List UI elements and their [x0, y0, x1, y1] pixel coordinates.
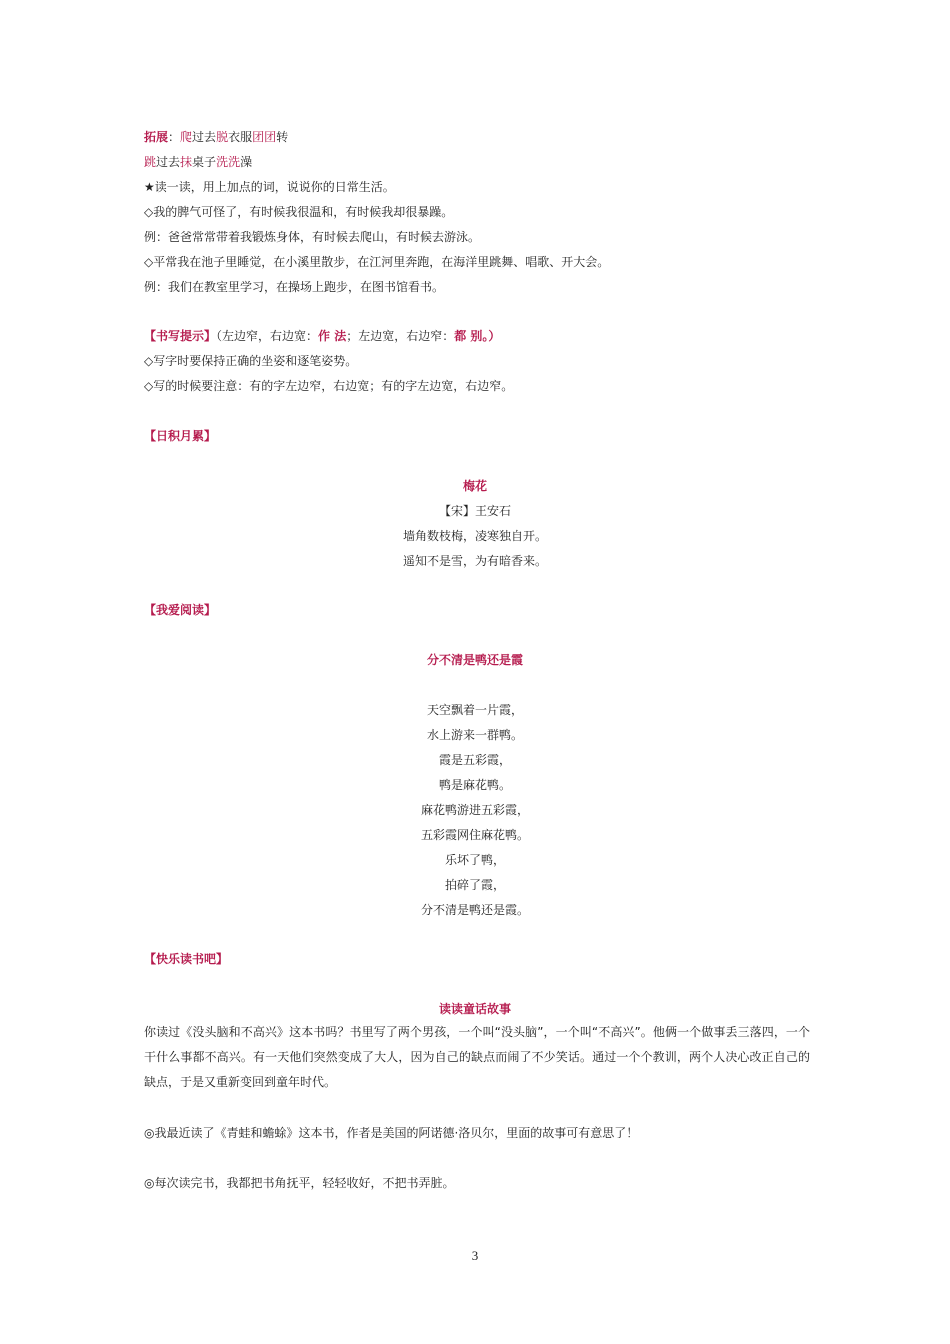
- poem-line: 遥知不是雪，为有暗香来。: [402, 554, 547, 568]
- writing-word-1: 作 法: [318, 329, 347, 343]
- writing-note-open: （左边窄，右边宽：: [216, 329, 319, 343]
- poem-author: 【宋】王安石: [438, 504, 511, 518]
- reading-line: ★读一读，用上加点的词，说说你的日常生活。: [144, 180, 395, 194]
- story-line: 分不清是鸭还是霞。: [420, 903, 529, 917]
- expand-word: 抹: [180, 155, 193, 169]
- story-line: 水上游来一群鸭。: [426, 728, 523, 742]
- daily-heading: 【日积月累】: [144, 429, 217, 443]
- writing-note-mid: ；左边宽，右边窄：: [346, 329, 455, 343]
- writing-tip-heading-line: [144, 328, 500, 344]
- story-line: 麻花鸭游进五彩霞，: [420, 803, 529, 817]
- story-line: 霞是五彩霞，: [438, 753, 511, 767]
- reading-line: 例：我们在教室里学习，在操场上跑步，在图书馆看书。: [144, 280, 445, 294]
- expand-line-2: [144, 154, 252, 170]
- writing-word-2: 都 别: [454, 329, 483, 343]
- page-number: 3: [471, 1248, 479, 1263]
- expand-word: 衣服: [228, 130, 253, 144]
- writing-tip: ◇写的时候要注意：有的字左边窄，右边宽；有的字左边宽，右边窄。: [144, 379, 514, 393]
- expand-word: 跳: [144, 155, 157, 169]
- expand-word: 转: [276, 130, 289, 144]
- expand-word: 脱: [216, 130, 229, 144]
- writing-tip: ◇写字时要保持正确的坐姿和逐笔姿势。: [144, 354, 358, 368]
- expand-word: 澡: [240, 155, 253, 169]
- story-line: 天空飘着一片霞，: [426, 703, 523, 717]
- expand-separator: ：: [168, 130, 181, 144]
- reading-line: ◇平常我在池子里睡觉，在小溪里散步，在江河里奔跑，在海洋里跳舞、唱歌、开大会。: [144, 255, 610, 269]
- happy-reading-paragraph: 你读过《没头脑和不高兴》这本书吗？书里写了两个男孩，一个叫“没头脑”，一个叫“不高兴”。他俩一个做事丢三落四，一个干什么事都不高兴。有一天他们突然变成了大人，因为自己的缺点而闹了不少笑话。通过一个个教训，两个人决心改正自己的缺点，于是又重新变回到童年时代。: [144, 1025, 810, 1089]
- love-reading-heading: 【我爱阅读】: [144, 603, 217, 617]
- happy-reading-heading: 【快乐读书吧】: [144, 952, 229, 966]
- story-title: 分不清是鸭还是霞: [426, 653, 523, 667]
- story-line: 拍碎了霞，: [444, 878, 505, 892]
- expand-word: 过去: [156, 155, 181, 169]
- happy-reading-note: ◎每次读完书，我都把书角抚平，轻轻收好，不把书弄脏。: [144, 1176, 455, 1190]
- writing-note-close: 。）: [482, 329, 501, 343]
- expand-label: 拓展: [144, 130, 169, 144]
- expand-word: 洗洗: [216, 155, 241, 169]
- reading-line: 例：爸爸常常带着我锻炼身体，有时候去爬山，有时候去游泳。: [144, 230, 481, 244]
- poem-line: 墙角数枝梅，凌寒独自开。: [402, 529, 547, 543]
- expand-word: 过去: [192, 130, 217, 144]
- happy-reading-note: ◎我最近读了《青蛙和蟾蜍》这本书，作者是美国的阿诺德·洛贝尔，里面的故事可有意思了！: [144, 1126, 639, 1140]
- expand-word: 爬: [180, 130, 193, 144]
- happy-reading-title: 读读童话故事: [438, 1002, 511, 1016]
- expand-word: 桌子: [192, 155, 217, 169]
- story-line: 鸭是麻花鸭。: [438, 778, 511, 792]
- expand-line-1-words: [180, 130, 288, 144]
- expand-word: 团团: [252, 130, 277, 144]
- writing-heading: 【书写提示】: [144, 329, 217, 343]
- expand-line-1: [144, 129, 288, 145]
- reading-line: ◇我的脾气可怪了，有时候我很温和，有时候我却很暴躁。: [144, 205, 454, 219]
- story-line: 五彩霞网住麻花鸭。: [420, 828, 529, 842]
- story-line: 乐坏了鸭，: [444, 853, 505, 867]
- poem-title: 梅花: [462, 479, 487, 493]
